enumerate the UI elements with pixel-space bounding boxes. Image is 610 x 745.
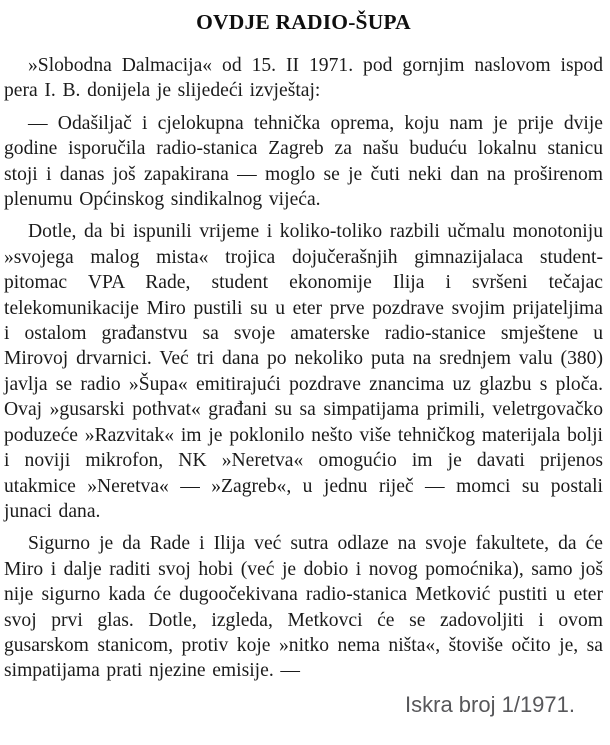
page-title: OVDJE RADIO-ŠUPA xyxy=(196,10,411,34)
paragraph-radio-supa: Dotle, da bi ispunili vrijeme i koliko-toliko razbili učmalu monotoniju »svojega malog mista« trojica dojučerašnjih gimnazijalaca student-pitomac VPA Rade, student ekonomije Ilija i svršeni tečajac telekomunikacije Miro pustili su u eter prve pozdrave svojim prijateljima i ostalom građanstvu sa svoje amaterske radio-stanice smještene u Mirovoj drvarnici. Već tri dana po nekoliko puta na srednjem valu (380) javlja se radio »Šupa« emitirajući pozdrave znancima uz glazbu s ploča. Ovaj »gusarski pothvat« građani su sa simpatijama primili, veletrgovačko poduzeće »Razvitak« im je poklonilo nešto više tehničkog materijala bolji i noviji mikrofon, NK »Neretva« omogućio im je davati prijenos utakmice »Neretva« — »Zagreb«, u jednu riječ — momci su postali junaci dana. xyxy=(4,221,603,522)
paragraph-intro: »Slobodna Dalmacija« od 15. II 1971. pod gornjim naslovom ispod pera I. B. donijela je slijedeći izvještaj: xyxy=(4,55,603,102)
paragraph-conclusion: Sigurno je da Rade i Ilija već sutra odlaze na svoje fakultete, da će Miro i dalje raditi svoj hobi (već je dobio i novog pomoćnika), samo još nije sigurno kada će dugoočekivana radio-stanica Metković pustiti u eter svoj prvi glas. Dotle, izgleda, Metkovci će se zadovoljiti i ovom gusarskom stanicom, protiv koje »nitko nema ništa«, štoviše očito je, sa simpatijama prati njezine emisije. — xyxy=(4,533,603,682)
source-citation: Iskra broj 1/1971. xyxy=(405,691,575,717)
paragraph-transmitter: — Odašiljač i cjelokupna tehnička oprema, koju nam je prije dvije godine isporučila radio-stanica Zagreb za našu buduću lokalnu stanicu stoji i danas još zapakirana — moglo se je čuti neki dan na proširenom plenumu Općinskog sindikalnog vijeća. xyxy=(4,112,603,211)
